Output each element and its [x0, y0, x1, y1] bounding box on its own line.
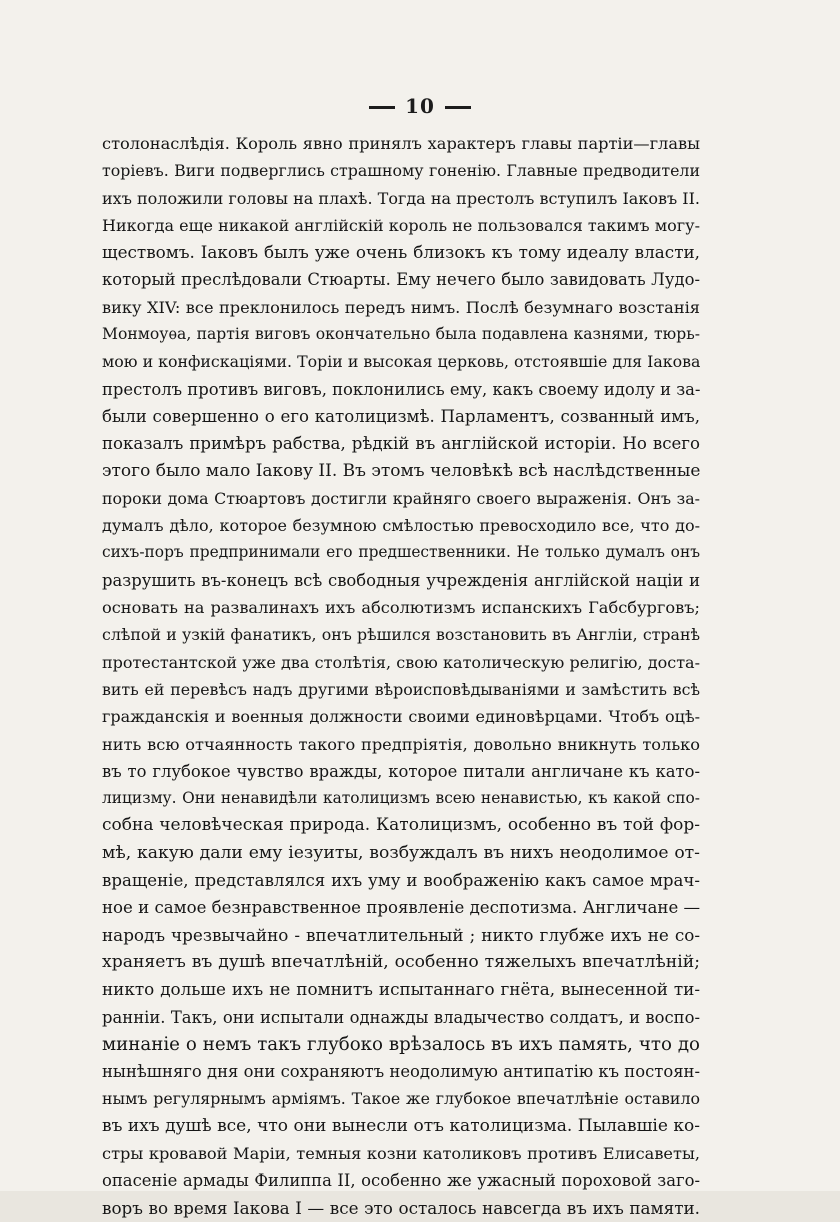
- left-dash: [369, 106, 395, 109]
- text-line: вить ей перевѣсъ надъ другими вѣроисповѣдываніями и замѣстить всѣ: [102, 679, 700, 699]
- text-line: лицизму. Они ненавидѣли католицизмъ всею ненавистью, къ какой спо-: [102, 789, 700, 808]
- text-line: разрушить въ-конецъ всѣ свободныя учрежденія англійской націи и: [102, 570, 700, 590]
- text-line: пороки дома Стюартовъ достигли крайняго своего выраженія. Онъ за-: [102, 488, 700, 508]
- text-line: ранніи. Такъ, они испытали однажды владычество солдатъ, и воспо-: [102, 1007, 700, 1027]
- text-line: нить всю отчаянность такого предпріятія, довольно вникнуть только: [102, 734, 700, 754]
- text-line: гражданскія и военныя должности своими единовѣрцами. Чтобъ оцѣ-: [102, 707, 700, 727]
- text-line: ществомъ. Іаковъ былъ уже очень близокъ къ тому идеалу власти,: [102, 242, 700, 263]
- page-number-header: [0, 94, 840, 118]
- text-line: воръ во время Іакова I — все это осталось навсегда въ ихъ памяти.: [102, 1197, 700, 1218]
- text-line: этого было мало Іакову II. Въ этомъ человѣкѣ всѣ наслѣдственные: [102, 460, 700, 481]
- text-line: храняетъ въ душѣ впечатлѣній, особенно тяжелыхъ впечатлѣній;: [102, 951, 700, 972]
- text-line: показалъ примѣръ рабства, рѣдкій въ англійской исторіи. Но всего: [102, 434, 700, 454]
- text-line: были совершенно о его католицизмѣ. Парламентъ, созванный имъ,: [102, 406, 700, 426]
- text-line: вику XIV: все преклонилось передъ нимъ. Послѣ безумнаго возстанія: [102, 297, 700, 317]
- text-line: мѣ, какую дали ему іезуиты, возбуждалъ въ нихъ неодолимое от-: [102, 842, 700, 863]
- text-line: народъ чрезвычайно - впечатлительный ; никто глубже ихъ не со-: [102, 924, 700, 945]
- text-line: Никогда еще никакой англійскій король не пользовался такимъ могу-: [102, 215, 700, 235]
- text-line: вращеніе, представлялся ихъ уму и воображенію какъ самое мрач-: [102, 871, 700, 891]
- text-line: нымъ регулярнымъ арміямъ. Такое же глубокое впечатлѣніе оставило: [102, 1089, 700, 1109]
- text-line: въ то глубокое чувство вражды, которое питали англичане къ като-: [102, 761, 700, 781]
- text-line: торіевъ. Виги подверглись страшному гоненію. Главные предводители: [102, 161, 700, 181]
- body-text: [102, 130, 700, 1222]
- text-line: столонаслѣдія. Король явно принялъ характеръ главы партіи—главы: [102, 134, 700, 153]
- text-line: опасеніе армады Филиппа II, особенно же ужасный пороховой заго-: [102, 1171, 700, 1191]
- text-line: стры кровавой Маріи, темныя козни католиковъ противъ Елисаветы,: [102, 1143, 700, 1163]
- text-line: Монмоуѳа, партія виговъ окончательно была подавлена казнями, тюрь-: [102, 325, 700, 344]
- text-line: сихъ-поръ предпринимали его предшественники. Не только думалъ онъ: [102, 543, 700, 562]
- text-line: слѣпой и узкій фанатикъ, онъ рѣшился возстановить въ Англіи, странѣ: [102, 625, 700, 645]
- text-line: никто дольше ихъ не помнитъ испытаннаго гнёта, вынесенной ти-: [102, 979, 700, 1000]
- text-line: думалъ дѣло, которое безумною смѣлостью превосходило все, что до-: [102, 516, 700, 536]
- text-line: нынѣшняго дня они сохраняютъ неодолимую антипатію къ постоян-: [102, 1062, 700, 1082]
- text-line: собна человѣческая природа. Католицизмъ, особенно въ той фор-: [102, 815, 700, 836]
- text-line: который преслѣдовали Стюарты. Ему нечего было завидовать Лудо-: [102, 270, 700, 290]
- text-line: основать на развалинахъ ихъ абсолютизмъ испанскихъ Габсбурговъ;: [102, 598, 700, 618]
- right-dash: [445, 106, 471, 109]
- text-line: ное и самое безнравственное проявленіе деспотизма. Англичане —: [102, 898, 700, 918]
- page-number: 10: [405, 94, 435, 118]
- text-line: минаніе о немъ такъ глубоко врѣзалось въ ихъ память, что до: [102, 1033, 700, 1055]
- text-line: ихъ положили головы на плахѣ. Тогда на престолъ вступилъ Іаковъ II.: [102, 188, 700, 208]
- text-line: протестантской уже два столѣтія, свою католическую религію, доста-: [102, 652, 700, 672]
- text-line: мою и конфискаціями. Торіи и высокая церковь, отстоявшіе для Іакова: [102, 352, 700, 372]
- text-line: престолъ противъ виговъ, поклонились ему, какъ своему идолу и за-: [102, 379, 700, 399]
- text-line: въ ихъ душѣ все, что они вынесли отъ католицизма. Пылавшіе ко-: [102, 1115, 700, 1136]
